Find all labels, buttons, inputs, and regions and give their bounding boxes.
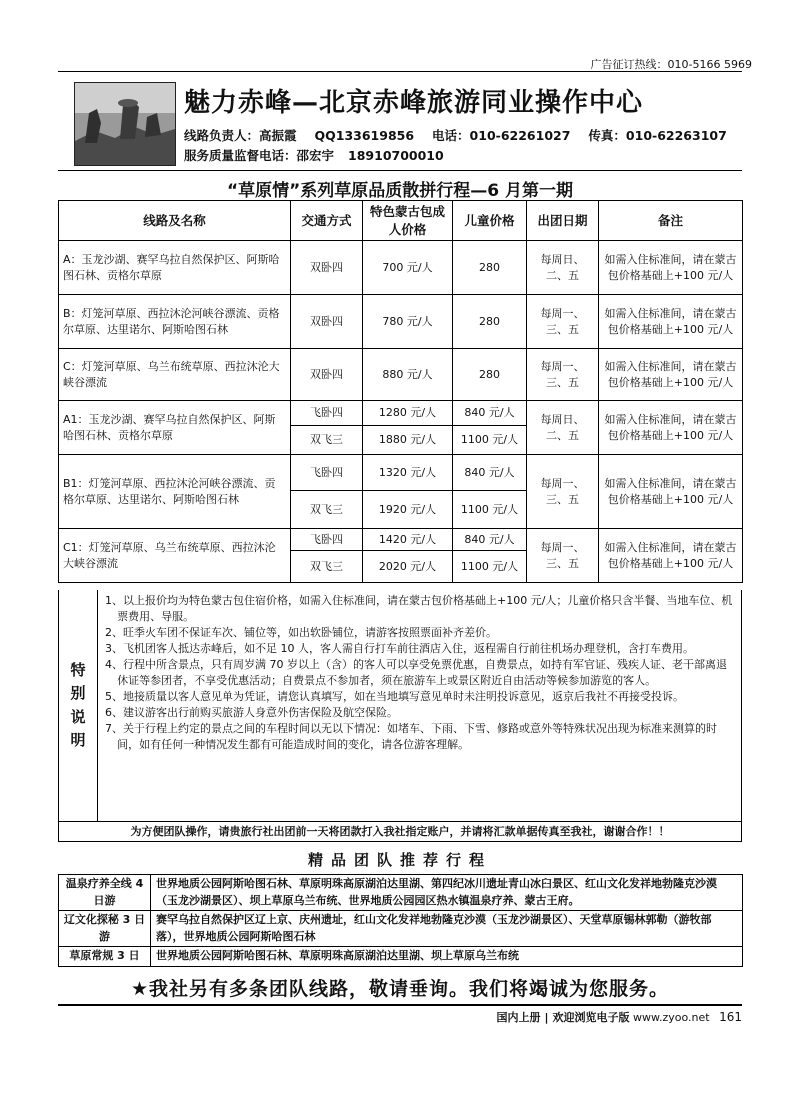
row-note: 如需入住标准间，请在蒙古包价格基础上+100 元/人 <box>599 349 743 401</box>
special-notes-label-char: 特 <box>70 661 86 679</box>
agency-title: 魅力赤峰—北京赤峰旅游同业操作中心 <box>184 88 644 118</box>
agency-header <box>66 78 756 168</box>
special-note-item: 1、以上报价均为特色蒙古包住宿价格，如需入住标准间，请在蒙古包价格基础上+100 元/人；儿童价格只含半餐、当地车位、机票费用、导服。 <box>105 594 733 624</box>
recommend-row <box>59 875 743 911</box>
table-row <box>59 401 743 426</box>
route-name: A：玉龙沙湖、赛罕乌拉自然保护区、阿斯哈图石林、贡格尔草原 <box>59 241 291 295</box>
special-notes-label-char: 说 <box>70 707 86 726</box>
transport-mode: 飞卧四 <box>291 455 363 491</box>
footer-section: 国内上册 <box>496 1011 541 1024</box>
special-notes-label <box>59 590 98 821</box>
top-divider <box>58 71 742 72</box>
transport-mode: 双飞三 <box>291 551 363 583</box>
special-note-item: 6、建议游客出行前购买旅游人身意外伤害保险及航空保险。 <box>105 706 398 720</box>
child-price: 840 元/人 <box>453 401 527 426</box>
route-name: C1：灯笼河草原、乌兰布统草原、西拉沐沦大峡谷漂流 <box>59 529 291 583</box>
itinerary-subtitle: “草原情”系列草原品质散拼行程—6 月第一期 <box>226 181 574 201</box>
table-row <box>59 349 743 401</box>
contact-line-1 <box>184 126 727 144</box>
departure-dates: 每周一、三、五 <box>527 529 599 583</box>
special-notes-label-char: 明 <box>70 730 86 749</box>
recommend-row <box>59 947 743 967</box>
footer-slogan: 欢迎浏览电子版 <box>552 1011 630 1024</box>
recommend-name: 草原常规 3 日 <box>59 947 151 967</box>
page-number: 161 <box>719 1010 742 1024</box>
payment-note: 为方便团队操作，请贵旅行社出团前一天将团款打入我社指定账户，并请将汇款单据传真至我社，谢谢合作！！ <box>58 822 742 842</box>
recommend-name: 辽文化探秘 3 日游 <box>59 911 151 947</box>
adult-price: 1280 元/人 <box>363 401 453 426</box>
adult-price: 1320 元/人 <box>363 455 453 491</box>
transport-mode: 双飞三 <box>291 426 363 455</box>
transport-mode: 双飞三 <box>291 491 363 529</box>
child-price: 840 元/人 <box>453 529 527 551</box>
special-notes-label-char: 别 <box>70 684 86 703</box>
transport-mode: 飞卧四 <box>291 529 363 551</box>
supervisor-label: 服务质量监督电话： <box>184 148 297 163</box>
recommend-desc: 赛罕乌拉自然保护区辽上京、庆州遗址，红山文化发祥地勃隆克沙漠（玉龙沙湖景区）、天堂草原锡林郭勒（游牧部落），世界地质公园阿斯哈图石林 <box>151 911 743 947</box>
column-header: 备注 <box>599 201 743 241</box>
rock-landscape-image <box>75 83 175 165</box>
adult-price: 1420 元/人 <box>363 529 453 551</box>
row-note: 如需入住标准间，请在蒙古包价格基础上+100 元/人 <box>599 455 743 529</box>
promo-slogan: ★我社另有多条团队线路，敬请垂询。我们将竭诚为您服务。 <box>130 978 670 1000</box>
transport-mode: 双卧四 <box>291 295 363 349</box>
table-row <box>59 529 743 551</box>
recommend-table <box>58 874 743 967</box>
recommend-desc: 世界地质公园阿斯哈图石林、草原明珠高原湖泊达里湖、第四纪冰川遗址青山冰臼景区、红山文化发祥地勃隆克沙漠（玉龙沙湖景区）、坝上草原乌兰布统、世界地质公园园区热水镇温泉疗养、蒙古王府。 <box>151 875 743 911</box>
ad-hotline: 广告征订热线：010-5166 5969 <box>590 58 752 71</box>
recommend-desc: 世界地质公园阿斯哈图石林、草原明珠高原湖泊达里湖、坝上草原乌兰布统 <box>151 947 743 967</box>
special-note-item: 5、地接质量以客人意见单为凭证，请您认真填写，如在当地填写意见单时未注明投诉意见，返京后我社不再接受投诉。 <box>105 690 684 704</box>
row-note: 如需入住标准间，请在蒙古包价格基础上+100 元/人 <box>599 295 743 349</box>
route-name: C：灯笼河草原、乌兰布统草原、西拉沐沦大峡谷漂流 <box>59 349 291 401</box>
qq-number: QQ133619856 <box>314 128 415 143</box>
child-price: 280 <box>453 295 527 349</box>
row-note: 如需入住标准间，请在蒙古包价格基础上+100 元/人 <box>599 241 743 295</box>
contact-line-2 <box>184 146 458 164</box>
table-header-row <box>59 201 743 241</box>
route-manager: 线路负责人：高振霞 <box>184 128 297 143</box>
recommend-title: 精品团队推荐行程 <box>307 851 492 869</box>
child-price: 1100 元/人 <box>453 551 527 583</box>
adult-price: 780 元/人 <box>363 295 453 349</box>
table-row <box>59 241 743 295</box>
header-divider <box>58 170 742 171</box>
footer-url[interactable]: www.zyoo.net <box>633 1011 710 1024</box>
table-row <box>59 455 743 491</box>
table-row <box>59 295 743 349</box>
column-header: 线路及名称 <box>59 201 291 241</box>
child-price: 1100 元/人 <box>453 426 527 455</box>
phone-number: 电话：010-62261027 <box>432 128 571 143</box>
adult-price: 1920 元/人 <box>363 491 453 529</box>
row-note: 如需入住标准间，请在蒙古包价格基础上+100 元/人 <box>599 401 743 455</box>
special-note-item: 2、旺季火车团不保证车次、铺位等，如出软卧铺位，请游客按照票面补齐差价。 <box>105 626 497 640</box>
special-note-item: 3、飞机团客人抵达赤峰后，如不足 10 人，客人需自行打车前往酒店入住，返程需自行前往机场办理登机，含打车费用。 <box>105 642 694 656</box>
adult-price: 1880 元/人 <box>363 426 453 455</box>
special-notes-list <box>105 593 735 753</box>
adult-price: 880 元/人 <box>363 349 453 401</box>
recommend-row <box>59 911 743 947</box>
departure-dates: 每周一、三、五 <box>527 455 599 529</box>
column-header: 特色蒙古包成人价格 <box>363 201 453 241</box>
fax-number: 传真：010-62263107 <box>588 128 727 143</box>
departure-dates: 每周一、三、五 <box>527 349 599 401</box>
special-notes-box <box>58 590 742 822</box>
page-footer <box>496 1009 742 1025</box>
rock-landscape-photo <box>74 82 176 166</box>
departure-dates: 每周日、二、五 <box>527 241 599 295</box>
departure-dates: 每周日、二、五 <box>527 401 599 455</box>
route-name: B：灯笼河草原、西拉沐沦河峡谷漂流、贡格尔草原、达里诺尔、阿斯哈图石林 <box>59 295 291 349</box>
transport-mode: 双卧四 <box>291 241 363 295</box>
route-name: B1：灯笼河草原、西拉沐沦河峡谷漂流、贡格尔草原、达里诺尔、阿斯哈图石林 <box>59 455 291 529</box>
row-note: 如需入住标准间，请在蒙古包价格基础上+100 元/人 <box>599 529 743 583</box>
child-price: 1100 元/人 <box>453 491 527 529</box>
itinerary-price-table <box>58 200 743 583</box>
special-note-item: 4、行程中所含景点，只有周岁满 70 岁以上（含）的客人可以享受免票优惠，自费景点，如持有军官证、残疾人证、老干部离退休证等参团者，不享受优惠活动；自费景点不参加者，须在旅游车上或景区附近自由活动等候参加游览的客人。 <box>105 658 727 688</box>
column-header: 交通方式 <box>291 201 363 241</box>
child-price: 840 元/人 <box>453 455 527 491</box>
child-price: 280 <box>453 349 527 401</box>
recommend-name: 温泉疗养全线 4 日游 <box>59 875 151 911</box>
supervisor-phone: 18910700010 <box>348 148 444 163</box>
adult-price: 700 元/人 <box>363 241 453 295</box>
footer-divider <box>58 1004 742 1006</box>
adult-price: 2020 元/人 <box>363 551 453 583</box>
footer-separator: | <box>544 1011 549 1024</box>
supervisor-name: 邵宏宇 <box>296 148 335 163</box>
departure-dates: 每周一、三、五 <box>527 295 599 349</box>
route-name: A1：玉龙沙湖、赛罕乌拉自然保护区、阿斯哈图石林、贡格尔草原 <box>59 401 291 455</box>
column-header: 儿童价格 <box>453 201 527 241</box>
child-price: 280 <box>453 241 527 295</box>
column-header: 出团日期 <box>527 201 599 241</box>
special-note-item: 7、关于行程上约定的景点之间的车程时间以无以下情况：如堵车、下雨、下雪、修路或意外等特殊状况出现为标准来测算的时间，如有任何一种情况发生都有可能造成时间的变化，请各位游客理解。 <box>105 722 717 752</box>
transport-mode: 飞卧四 <box>291 401 363 426</box>
transport-mode: 双卧四 <box>291 349 363 401</box>
